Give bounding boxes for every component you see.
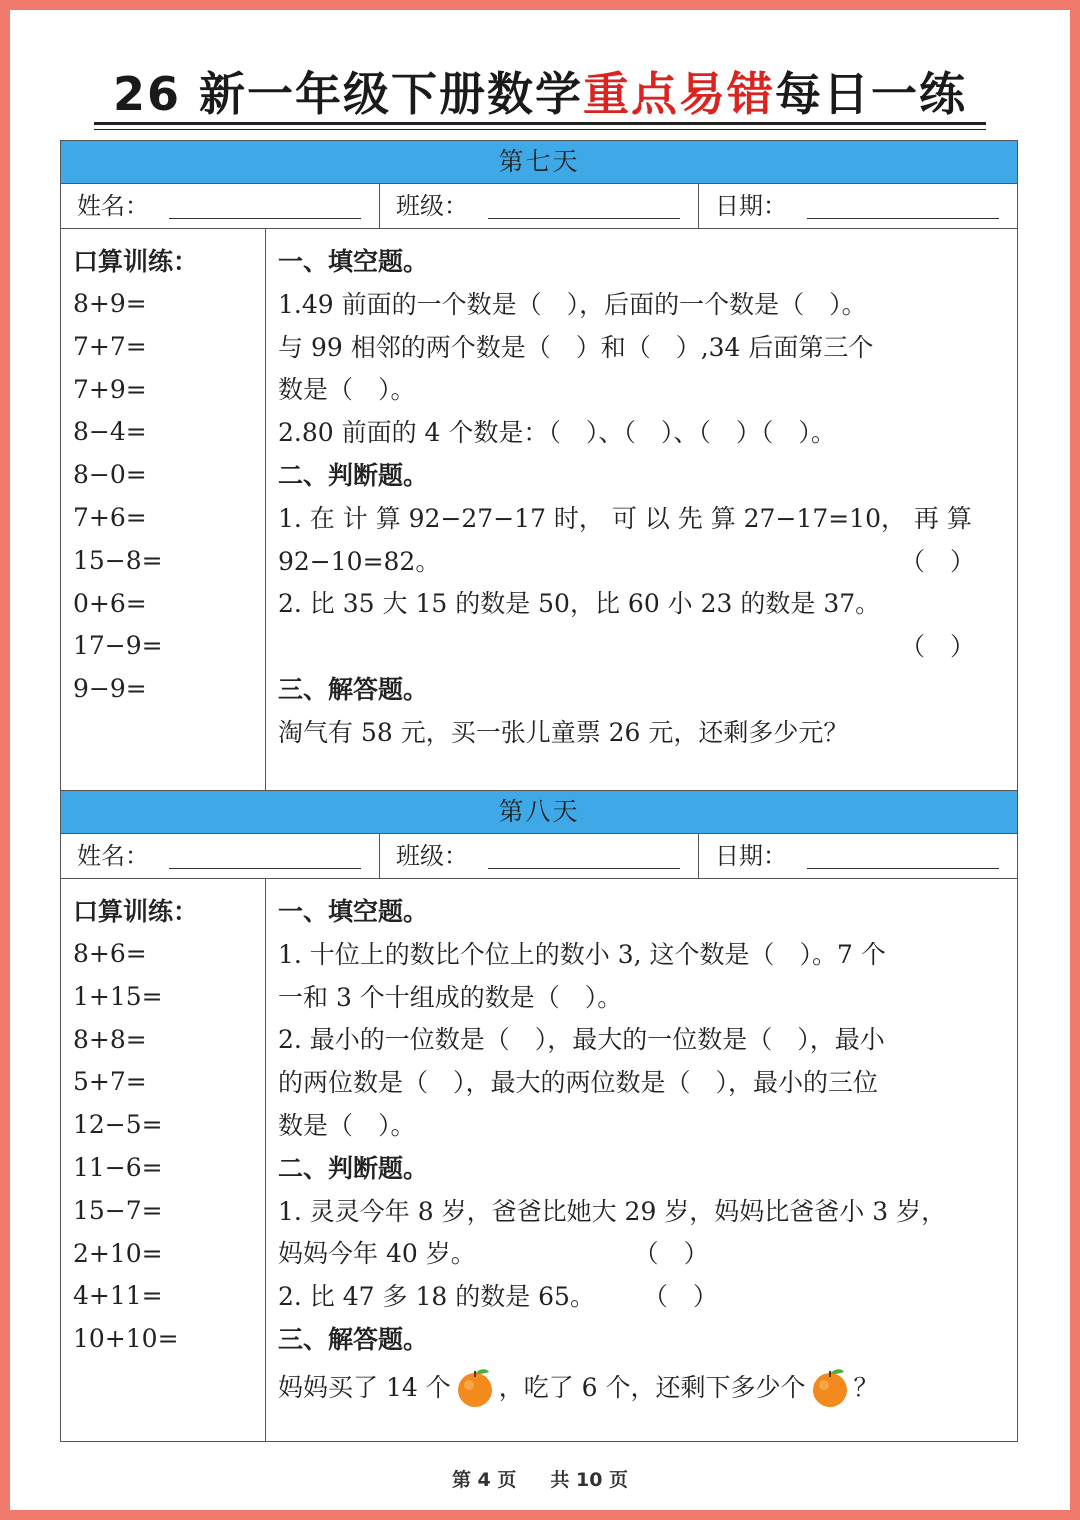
day7-info-row: [61, 184, 1017, 229]
day8-info-row: [61, 834, 1017, 879]
judge-question-2: [278, 1276, 1005, 1319]
orange-icon: [451, 1366, 499, 1408]
answer-paren[interactable]: （ ）: [899, 632, 975, 662]
oral-heading: 口算训练：: [73, 897, 199, 926]
answer-paren[interactable]: （ ）: [633, 1239, 709, 1269]
title-prefix: 26 新一年级下册数学: [112, 67, 584, 121]
oral-item: 1+15=: [73, 981, 163, 1011]
true-false-heading: 二、判断题。: [278, 460, 429, 490]
oral-item: 8−4=: [73, 417, 147, 447]
day8-name-field[interactable]: [61, 834, 379, 878]
fill-blank-heading: 一、填空题。: [278, 247, 429, 276]
title-underline: [94, 122, 986, 125]
oral-item: 7+9=: [73, 374, 147, 404]
oral-item: 15−8=: [73, 545, 163, 575]
fill-question-1: 1.49 前面的一个数是（ ），后面的一个数是（ ）。: [278, 289, 867, 319]
day8-class-field[interactable]: [379, 834, 698, 878]
page-footer: [10, 1465, 1070, 1492]
day7-oral-practice: [61, 229, 266, 791]
day8-body: [61, 879, 1017, 1441]
orange-icon: [806, 1366, 854, 1408]
oral-item: 17−9=: [73, 631, 163, 661]
name-blank: [169, 868, 361, 869]
title-underline-thin: [94, 129, 986, 130]
day8-section: [60, 790, 1018, 1442]
fill-question-1-cont: 与 99 相邻的两个数是（ ）和（ ）,34 后面第三个: [278, 332, 874, 362]
day8-date-field[interactable]: [698, 834, 1017, 878]
class-label: 班级：: [396, 192, 468, 220]
class-label: 班级：: [396, 842, 468, 870]
judge-text: 妈妈今年 40 岁。: [278, 1239, 476, 1269]
fill-question-1-cont: 数是（ ）。: [278, 375, 416, 405]
word-problem-heading: 三、解答题。: [278, 674, 429, 704]
day7-class-field[interactable]: [379, 184, 698, 228]
class-blank: [488, 218, 680, 219]
judge-question-2: 2. 比 35 大 15 的数是 50，比 60 小 23 的数是 37。: [278, 589, 881, 619]
judge-question-1: 1. 在 计 算 92−27−17 时， 可 以 先 算 27−17=10， 再 算: [278, 503, 972, 533]
date-label: 日期：: [715, 842, 787, 870]
judge-question-1: 1. 灵灵今年 8 岁，爸爸比她大 29 岁，妈妈比爸爸小 3 岁，: [278, 1196, 947, 1226]
day7-questions: [266, 229, 1017, 791]
oral-item: 7+6=: [73, 502, 147, 532]
fill-question-1: 1. 十位上的数比个位上的数小 3, 这个数是（ ）。7 个: [278, 939, 886, 969]
oral-item: 15−7=: [73, 1195, 163, 1225]
judge-text: 92−10=82。: [278, 546, 441, 576]
fill-question-2-cont: 数是（ ）。: [278, 1110, 416, 1140]
fill-question-2-cont: 的两位数是（ ），最大的两位数是（ ），最小的三位: [278, 1068, 879, 1098]
worksheet-page: [10, 10, 1070, 1510]
oral-item: 11−6=: [73, 1152, 163, 1182]
judge-question-1-cont: [278, 1233, 1005, 1276]
oral-item: 2+10=: [73, 1238, 163, 1268]
day8-questions: [266, 879, 1017, 1441]
oral-item: 10+10=: [73, 1324, 179, 1354]
day8-oral-practice: [61, 879, 266, 1441]
fill-blank-heading: 一、填空题。: [278, 897, 429, 926]
oral-item: 7+7=: [73, 331, 147, 361]
problem-text: ？: [853, 1372, 879, 1402]
page-number: 第 4 页: [451, 1469, 517, 1491]
word-problem: [278, 1362, 1005, 1414]
answer-paren[interactable]: （ ）: [899, 546, 975, 576]
oral-item: 5+7=: [73, 1067, 147, 1097]
date-blank: [807, 868, 999, 869]
fill-question-2: 2.80 前面的 4 个数是：（ ）、（ ）、（ ）（ ）。: [278, 418, 836, 448]
word-problem: 淘气有 58 元，买一张儿童票 26 元，还剩多少元？: [278, 717, 849, 747]
oral-item: 0+6=: [73, 588, 147, 618]
day7-body: [61, 229, 1017, 791]
answer-paren[interactable]: （ ）: [642, 1282, 718, 1312]
fill-question-2: 2. 最小的一位数是（ ），最大的一位数是（ ），最小: [278, 1025, 885, 1055]
date-label: 日期：: [715, 192, 787, 220]
judge-text: 2. 比 47 多 18 的数是 65。: [278, 1282, 595, 1312]
day7-label: 第七天: [61, 141, 1017, 184]
day8-label: 第八天: [61, 791, 1017, 834]
title-suffix: 每日一练: [775, 67, 968, 121]
day7-section: [60, 140, 1018, 792]
page-title: [10, 58, 1070, 124]
problem-text: ，吃了 6 个，还剩下多少个: [498, 1372, 806, 1402]
oral-item: 12−5=: [73, 1110, 163, 1140]
oral-item: 9−9=: [73, 674, 147, 704]
name-label: 姓名：: [77, 192, 149, 220]
oral-item: 4+11=: [73, 1281, 163, 1311]
word-problem-heading: 三、解答题。: [278, 1324, 429, 1354]
true-false-heading: 二、判断题。: [278, 1153, 429, 1183]
oral-item: 8−0=: [73, 460, 147, 490]
oral-item: 8+8=: [73, 1024, 147, 1054]
page-total: 共 10 页: [550, 1469, 629, 1491]
problem-text: 妈妈买了 14 个: [278, 1372, 451, 1402]
name-label: 姓名：: [77, 842, 149, 870]
oral-heading: 口算训练：: [73, 247, 199, 276]
oral-item: 8+6=: [73, 939, 147, 968]
judge-question-1-cont: [278, 541, 1005, 584]
title-highlight: 重点易错: [583, 67, 776, 121]
name-blank: [169, 218, 361, 219]
day7-name-field[interactable]: [61, 184, 379, 228]
oral-item: 8+9=: [73, 289, 147, 318]
date-blank: [807, 218, 999, 219]
class-blank: [488, 868, 680, 869]
fill-question-1-cont: 一和 3 个十组成的数是（ ）。: [278, 982, 623, 1012]
day7-date-field[interactable]: [698, 184, 1017, 228]
